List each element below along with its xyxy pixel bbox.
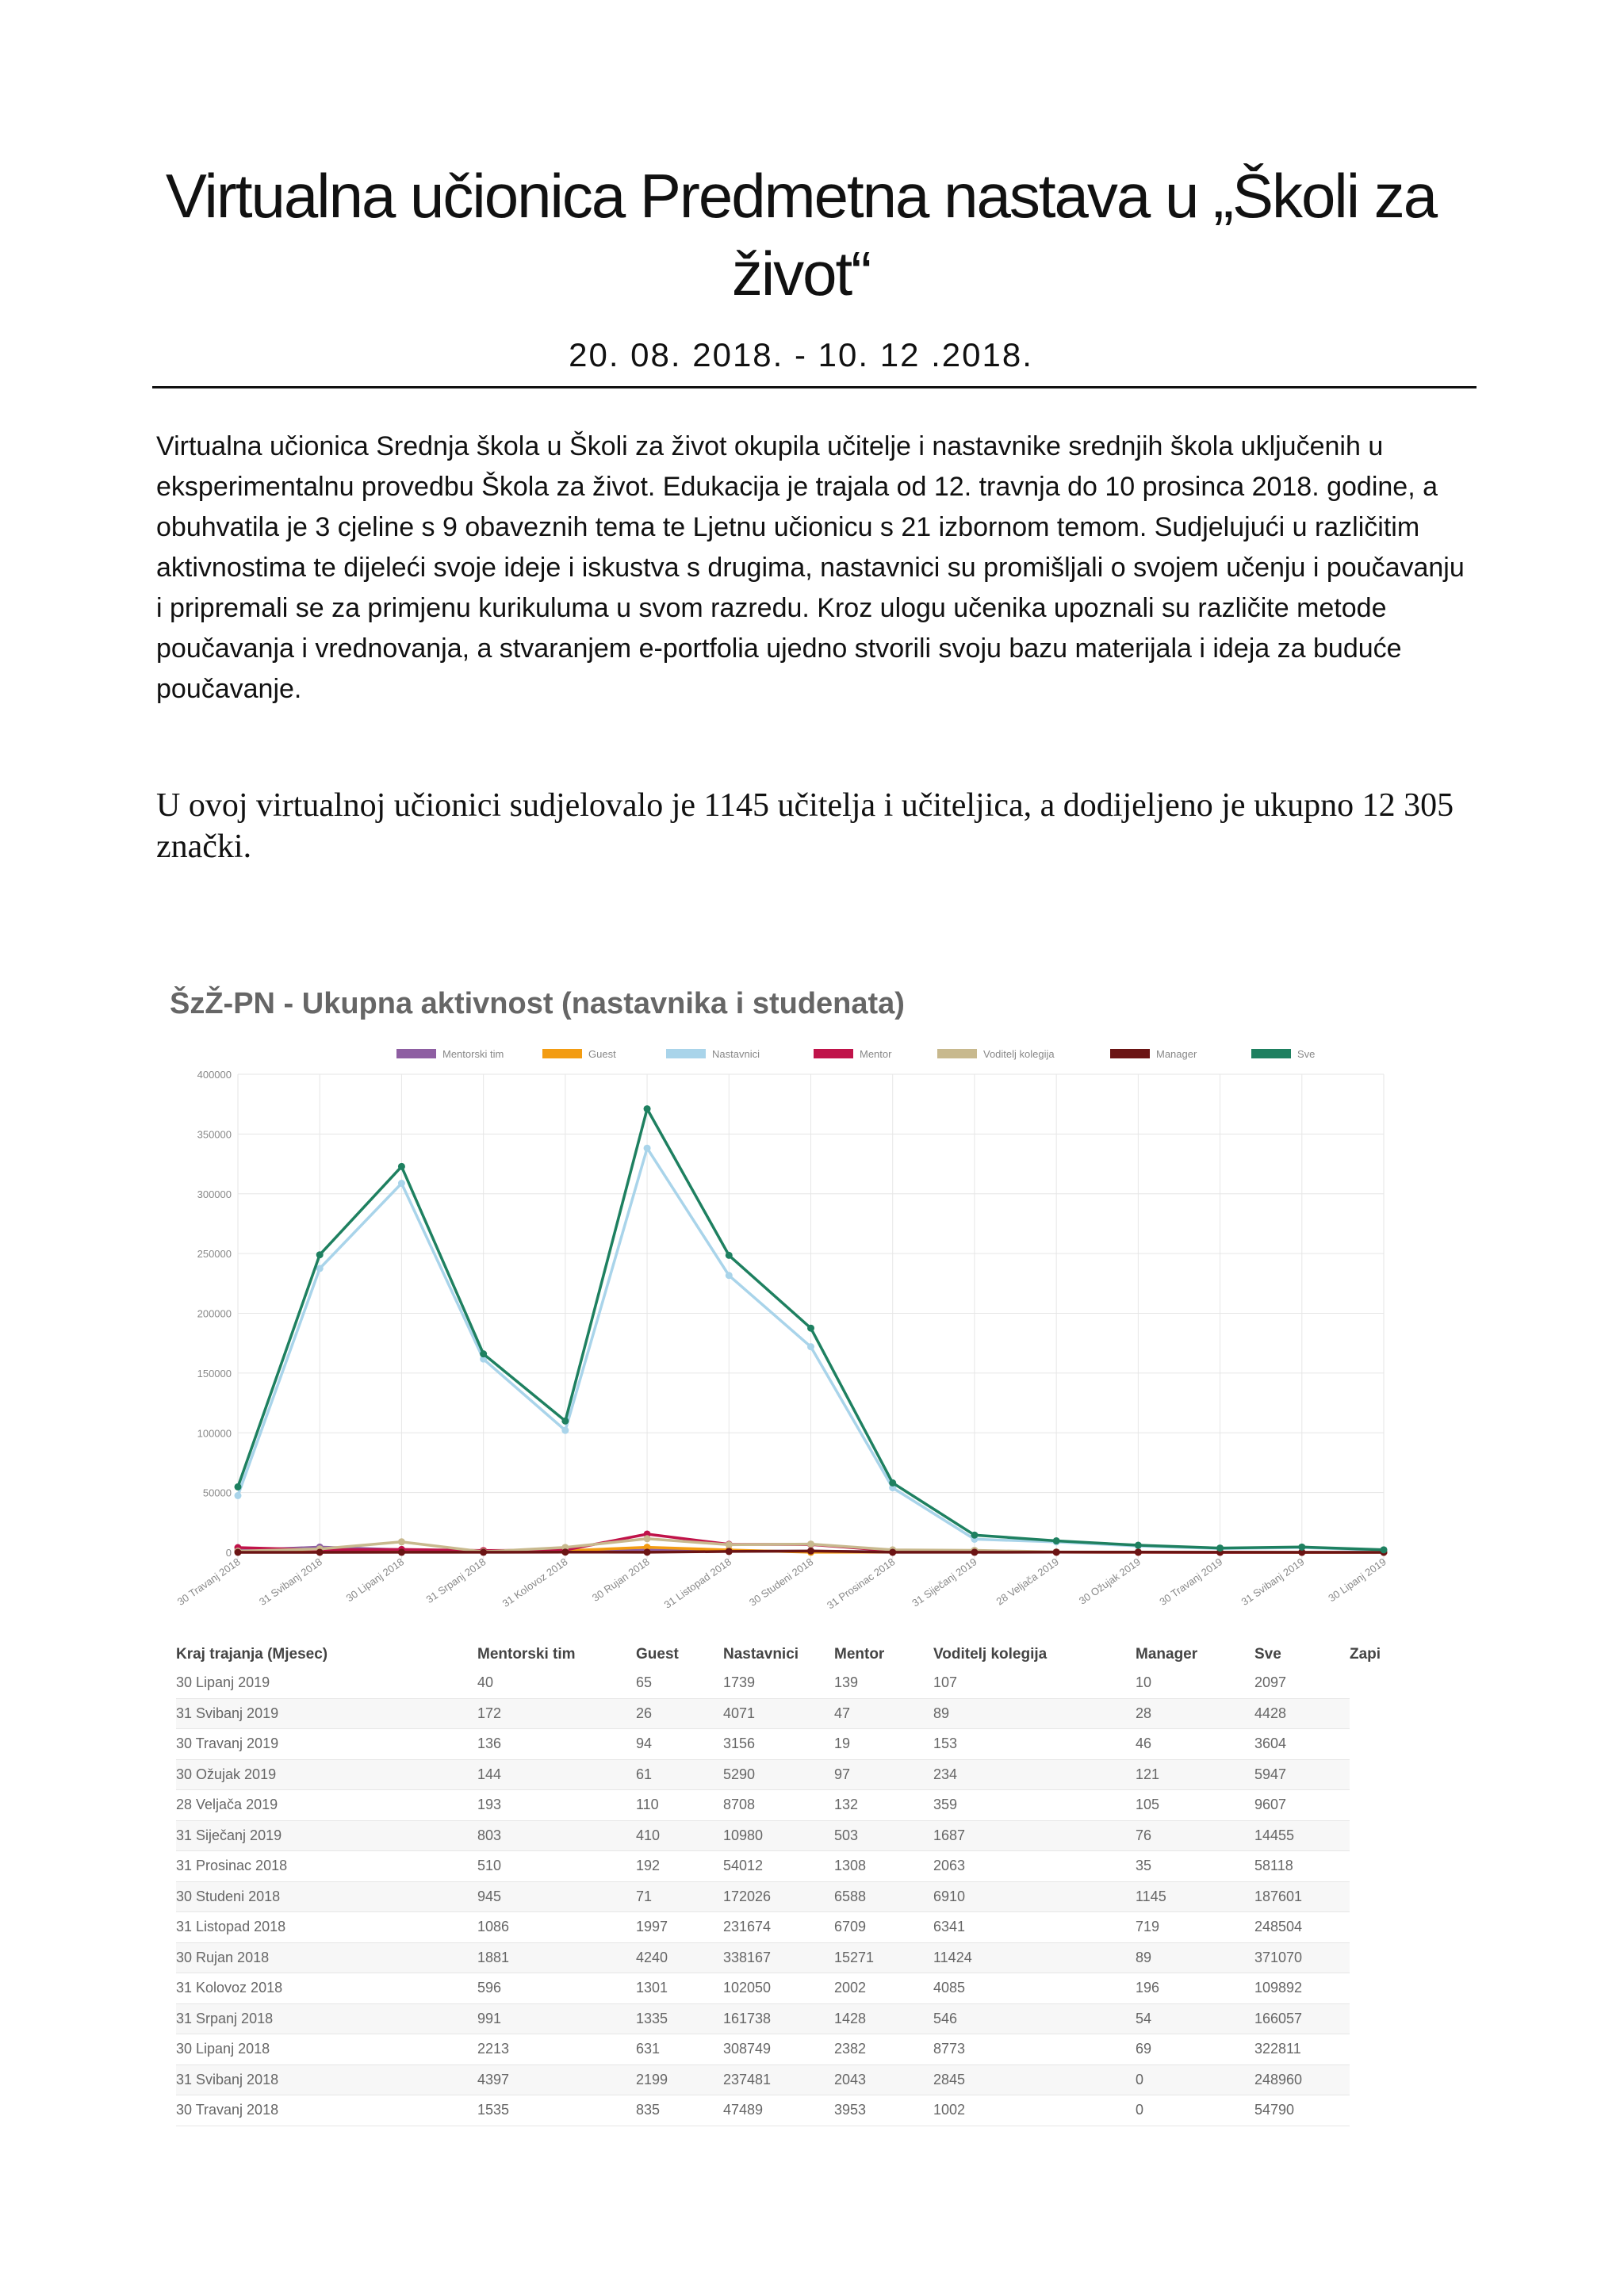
table-cell	[1350, 1729, 1389, 1760]
x-tick-label: 30 Rujan 2018	[589, 1556, 652, 1604]
table-cell: 4085	[933, 1973, 1136, 2004]
table-row	[176, 2064, 1389, 2095]
table-row	[176, 1942, 1389, 1973]
legend-label: Sve	[1297, 1048, 1316, 1060]
data-point	[889, 1548, 896, 1556]
data-point	[807, 1548, 814, 1555]
column-header: Sve	[1254, 1646, 1281, 1663]
table-cell: 1739	[723, 1668, 834, 1698]
y-tick-label: 150000	[197, 1367, 232, 1380]
legend-label: Mentorski tim	[442, 1048, 504, 1060]
x-tick-label: 30 Ožujak 2019	[1076, 1556, 1143, 1607]
data-point	[971, 1532, 978, 1539]
table-cell: 30 Travanj 2019	[176, 1729, 477, 1760]
table-cell: 803	[477, 1820, 636, 1851]
document-title: Virtualna učionica Predmetna nastava u „Školi za život“	[165, 161, 1437, 308]
table-cell: 28	[1136, 1698, 1254, 1729]
table-cell: 5947	[1254, 1759, 1350, 1790]
data-point	[235, 1483, 242, 1490]
table-cell: 1308	[834, 1851, 933, 1882]
table-row	[176, 1973, 1389, 2004]
data-point	[1381, 1546, 1388, 1553]
x-tick-label: 30 Studeni 2018	[747, 1556, 816, 1609]
column-header: Mentorski tim	[477, 1646, 576, 1663]
table-cell: 503	[834, 1820, 933, 1851]
table-cell: 19	[834, 1729, 933, 1760]
table-cell: 2002	[834, 1973, 933, 2004]
table-cell: 30 Lipanj 2018	[176, 2034, 477, 2065]
table-cell: 30 Studeni 2018	[176, 1881, 477, 1912]
data-point	[1053, 1537, 1060, 1544]
table-cell: 28 Veljača 2019	[176, 1790, 477, 1821]
table-cell: 26	[636, 1698, 723, 1729]
table-cell: 1535	[477, 2095, 636, 2126]
table-cell: 11424	[933, 1942, 1136, 1973]
table-cell: 2199	[636, 2064, 723, 2095]
legend-swatch	[666, 1049, 706, 1058]
x-tick-label: 30 Travanj 2019	[1157, 1556, 1225, 1608]
table-cell: 371070	[1254, 1942, 1350, 1973]
table-cell: 2097	[1254, 1668, 1350, 1698]
table-cell: 31 Siječanj 2019	[176, 1820, 477, 1851]
data-point	[316, 1251, 324, 1258]
table-cell: 4240	[636, 1942, 723, 1973]
table-row	[176, 1698, 1389, 1729]
table-cell: 47489	[723, 2095, 834, 2126]
table-cell: 31 Srpanj 2018	[176, 2003, 477, 2034]
y-tick-label: 400000	[197, 1069, 232, 1081]
table-cell: 105	[1136, 1790, 1254, 1821]
legend-swatch	[937, 1049, 977, 1058]
table-cell: 30 Travanj 2018	[176, 2095, 477, 2126]
table-cell: 1145	[1136, 1881, 1254, 1912]
table-cell: 31 Svibanj 2018	[176, 2064, 477, 2095]
table-cell: 35	[1136, 1851, 1254, 1882]
x-tick-label: 31 Svibanj 2019	[1239, 1556, 1307, 1608]
table-row	[176, 1759, 1389, 1790]
table-cell: 1335	[636, 2003, 723, 2034]
x-tick-label: 31 Kolovoz 2018	[500, 1556, 570, 1610]
table-cell: 31 Listopad 2018	[176, 1912, 477, 1943]
data-point	[235, 1549, 242, 1556]
table-cell: 6341	[933, 1912, 1136, 1943]
table-row	[176, 1820, 1389, 1851]
table-cell	[1350, 1790, 1389, 1821]
x-tick-label: 30 Travanj 2018	[174, 1556, 243, 1608]
data-point	[726, 1252, 733, 1259]
table-cell: 6709	[834, 1912, 933, 1943]
data-point	[561, 1427, 569, 1434]
legend-label: Voditelj kolegija	[983, 1048, 1055, 1060]
table-cell: 31 Kolovoz 2018	[176, 1973, 477, 2004]
table-cell	[1350, 1759, 1389, 1790]
table-cell: 6588	[834, 1881, 933, 1912]
table-cell: 136	[477, 1729, 636, 1760]
table-cell: 94	[636, 1729, 723, 1760]
table-cell: 144	[477, 1759, 636, 1790]
title-divider	[152, 386, 1477, 388]
table-cell: 121	[1136, 1759, 1254, 1790]
table-body	[176, 1668, 1389, 2126]
table-cell: 30 Lipanj 2019	[176, 1668, 477, 1698]
table-cell: 1428	[834, 2003, 933, 2034]
table-cell: 30 Rujan 2018	[176, 1942, 477, 1973]
table-cell: 107	[933, 1668, 1136, 1698]
legend-swatch	[1251, 1049, 1291, 1058]
table-cell	[1350, 1851, 1389, 1882]
y-tick-label: 200000	[197, 1307, 232, 1320]
column-header: Voditelj kolegija	[933, 1646, 1048, 1663]
column-header: Manager	[1136, 1646, 1198, 1663]
chart-grid	[238, 1074, 1384, 1559]
table-cell: 15271	[834, 1942, 933, 1973]
table-cell: 65	[636, 1668, 723, 1698]
table-cell: 2382	[834, 2034, 933, 2065]
y-tick-label: 350000	[197, 1128, 232, 1141]
x-tick-label: 31 Prosinac 2018	[824, 1556, 898, 1612]
table-cell: 9607	[1254, 1790, 1350, 1821]
data-point	[889, 1479, 896, 1487]
chart-title: ŠzŽ-PN - Ukupna aktivnost (nastavnika i studenata)	[170, 987, 905, 1020]
table-cell: 546	[933, 2003, 1136, 2034]
data-point	[398, 1548, 405, 1556]
table-cell: 161738	[723, 2003, 834, 2034]
table-cell: 0	[1136, 2095, 1254, 2126]
table-cell: 89	[1136, 1942, 1254, 1973]
table-cell	[1350, 2003, 1389, 2034]
table-cell: 631	[636, 2034, 723, 2065]
table-cell: 0	[1136, 2064, 1254, 2095]
table-cell: 109892	[1254, 1973, 1350, 2004]
table-cell: 6910	[933, 1881, 1136, 1912]
data-point	[316, 1549, 324, 1556]
table-cell: 61	[636, 1759, 723, 1790]
table-cell: 596	[477, 1973, 636, 2004]
data-point	[480, 1548, 487, 1556]
table-cell	[1350, 2064, 1389, 2095]
table-row	[176, 2095, 1389, 2126]
data-point	[398, 1163, 405, 1170]
table-cell: 4397	[477, 2064, 636, 2095]
table-cell: 187601	[1254, 1881, 1350, 1912]
table-cell: 71	[636, 1881, 723, 1912]
column-header: Mentor	[834, 1646, 885, 1663]
table-cell: 3156	[723, 1729, 834, 1760]
data-point	[644, 1535, 651, 1542]
column-header: Nastavnici	[723, 1646, 799, 1663]
table-cell	[1350, 1942, 1389, 1973]
activity-line-chart	[159, 1031, 1396, 1633]
data-point	[726, 1541, 733, 1548]
table-header-row	[176, 1641, 1389, 1668]
table-row	[176, 1729, 1389, 1760]
table-cell: 139	[834, 1668, 933, 1698]
data-point	[1135, 1548, 1142, 1556]
data-point	[1298, 1544, 1305, 1551]
data-point	[1216, 1544, 1224, 1552]
data-point	[1053, 1548, 1060, 1556]
table-cell: 1002	[933, 2095, 1136, 2126]
data-point	[807, 1325, 814, 1332]
table-cell: 192	[636, 1851, 723, 1882]
data-point	[561, 1548, 569, 1556]
chart-y-axis	[197, 1069, 232, 1559]
column-header: Kraj trajanja (Mjesec)	[176, 1646, 328, 1663]
table-cell	[1350, 1668, 1389, 1698]
table-cell: 308749	[723, 2034, 834, 2065]
x-tick-label: 31 Svibanj 2018	[256, 1556, 324, 1608]
data-point	[807, 1343, 814, 1350]
table-cell: 231674	[723, 1912, 834, 1943]
y-tick-label: 50000	[202, 1487, 232, 1499]
data-point	[644, 1548, 651, 1556]
legend-label: Manager	[1156, 1048, 1197, 1060]
table-cell: 54790	[1254, 2095, 1350, 2126]
table-row	[176, 1881, 1389, 1912]
x-tick-label: 30 Lipanj 2019	[1326, 1556, 1388, 1605]
table-cell: 166057	[1254, 2003, 1350, 2034]
y-tick-label: 250000	[197, 1248, 232, 1261]
table-cell: 153	[933, 1729, 1136, 1760]
column-header: Guest	[636, 1646, 679, 1663]
table-row	[176, 2034, 1389, 2065]
data-point	[644, 1145, 651, 1152]
table-cell: 248960	[1254, 2064, 1350, 2095]
table-cell: 234	[933, 1759, 1136, 1790]
document-dates: 20. 08. 2018. - 10. 12 .2018.	[569, 336, 1033, 373]
table-cell: 2213	[477, 2034, 636, 2065]
table-cell: 196	[1136, 1973, 1254, 2004]
table-cell	[1350, 2034, 1389, 2065]
table-cell: 8773	[933, 2034, 1136, 2065]
table-cell: 76	[1136, 1820, 1254, 1851]
legend-swatch	[542, 1049, 582, 1058]
table-cell: 46	[1136, 1729, 1254, 1760]
table-cell: 54012	[723, 1851, 834, 1882]
data-point	[398, 1180, 405, 1187]
table-cell	[1350, 1698, 1389, 1729]
y-tick-label: 100000	[197, 1427, 232, 1440]
x-tick-label: 31 Siječanj 2019	[910, 1556, 979, 1609]
table-cell: 54	[1136, 2003, 1254, 2034]
table-cell: 4071	[723, 1698, 834, 1729]
table-cell: 89	[933, 1698, 1136, 1729]
legend-swatch	[1110, 1049, 1150, 1058]
table-cell: 338167	[723, 1942, 834, 1973]
table-cell: 510	[477, 1851, 636, 1882]
table-cell: 3953	[834, 2095, 933, 2126]
table-row	[176, 1851, 1389, 1882]
summary-paragraph: U ovoj virtualnoj učionici sudjelovalo je 1145 učitelja i učiteljica, a dodijeljeno je ukupno 12 305 znački.	[156, 787, 1454, 865]
data-point	[561, 1418, 569, 1425]
column-header: Zapi	[1350, 1646, 1381, 1663]
table-cell: 58118	[1254, 1851, 1350, 1882]
table-cell: 8708	[723, 1790, 834, 1821]
table-cell: 2043	[834, 2064, 933, 2095]
table-cell: 1301	[636, 1973, 723, 2004]
table-cell: 1086	[477, 1912, 636, 1943]
table-row	[176, 2003, 1389, 2034]
table-cell: 1881	[477, 1942, 636, 1973]
data-point	[480, 1350, 487, 1357]
data-point	[726, 1272, 733, 1279]
data-point	[644, 1105, 651, 1112]
table-cell: 2845	[933, 2064, 1136, 2095]
table-cell: 1997	[636, 1912, 723, 1943]
data-point	[971, 1548, 978, 1556]
table-cell: 5290	[723, 1759, 834, 1790]
data-point	[1135, 1542, 1142, 1549]
table-row	[176, 1668, 1389, 1698]
table-cell: 172026	[723, 1881, 834, 1912]
table-cell: 102050	[723, 1973, 834, 2004]
table-cell: 719	[1136, 1912, 1254, 1943]
table-cell: 410	[636, 1820, 723, 1851]
table-cell: 2063	[933, 1851, 1136, 1882]
chart-x-axis	[175, 1556, 1388, 1611]
table-cell: 132	[834, 1790, 933, 1821]
table-row	[176, 1790, 1389, 1821]
table-cell: 47	[834, 1698, 933, 1729]
table-cell: 31 Prosinac 2018	[176, 1851, 477, 1882]
x-tick-label: 31 Srpanj 2018	[423, 1556, 488, 1606]
x-tick-label: 28 Veljača 2019	[994, 1556, 1061, 1608]
legend-label: Nastavnici	[712, 1048, 760, 1060]
table-cell: 3604	[1254, 1729, 1350, 1760]
table-cell: 30 Ožujak 2019	[176, 1759, 477, 1790]
table-cell: 10980	[723, 1820, 834, 1851]
table-cell: 193	[477, 1790, 636, 1821]
table-cell: 69	[1136, 2034, 1254, 2065]
chart-legend	[396, 1048, 1315, 1060]
table-cell	[1350, 1820, 1389, 1851]
legend-swatch	[814, 1049, 853, 1058]
table-cell: 31 Svibanj 2019	[176, 1698, 477, 1729]
table-cell	[1350, 1973, 1389, 2004]
table-cell: 835	[636, 2095, 723, 2126]
x-tick-label: 31 Listopad 2018	[661, 1556, 734, 1611]
table-cell: 14455	[1254, 1820, 1350, 1851]
legend-swatch	[396, 1049, 436, 1058]
activity-data-table	[176, 1641, 1389, 2126]
table-cell: 248504	[1254, 1912, 1350, 1943]
table-cell: 10	[1136, 1668, 1254, 1698]
y-tick-label: 300000	[197, 1188, 232, 1200]
legend-label: Mentor	[860, 1048, 892, 1060]
table-row	[176, 1912, 1389, 1943]
table-cell	[1350, 2095, 1389, 2126]
table-cell: 97	[834, 1759, 933, 1790]
table-cell: 1687	[933, 1820, 1136, 1851]
table-cell: 4428	[1254, 1698, 1350, 1729]
table-cell: 237481	[723, 2064, 834, 2095]
data-point	[726, 1548, 733, 1555]
table-cell: 991	[477, 2003, 636, 2034]
data-point	[398, 1538, 405, 1545]
table-cell	[1350, 1912, 1389, 1943]
data-point	[235, 1492, 242, 1499]
x-tick-label: 30 Lipanj 2018	[343, 1556, 407, 1605]
table-cell: 40	[477, 1668, 636, 1698]
table-cell	[1350, 1881, 1389, 1912]
legend-label: Guest	[588, 1048, 616, 1060]
table-cell: 172	[477, 1698, 636, 1729]
table-cell: 322811	[1254, 2034, 1350, 2065]
y-tick-label: 0	[225, 1547, 232, 1559]
table-cell: 359	[933, 1790, 1136, 1821]
intro-paragraph: Virtualna učionica Srednja škola u Školi za život okupila učitelje i nastavnike srednjih škola uključenih u eksperimentalnu provedbu Škola za život. Edukacija je trajala od 12. travnja do 10 prosinca 2018. godine, a obuhvatila je 3 cjeline s 9 obaveznih tema te Ljetnu učionicu s 21 izbornom temom. Sudjelujući u različitim aktivnostima te dijeleći svoje ideje i iskustva s drugima, nastavnici su promišljali o svojem učenju i poučavanju i pripremali se za primjenu kurikuluma u svom razredu. Kroz ulogu učenika upoznali su različite metode poučavanja i vrednovanja, a stvaranjem e-portfolia ujedno stvorili svoju bazu materijala i ideja za buduće poučavanje.	[156, 431, 1465, 704]
data-point	[807, 1540, 814, 1548]
table-cell: 945	[477, 1881, 636, 1912]
table-cell: 110	[636, 1790, 723, 1821]
